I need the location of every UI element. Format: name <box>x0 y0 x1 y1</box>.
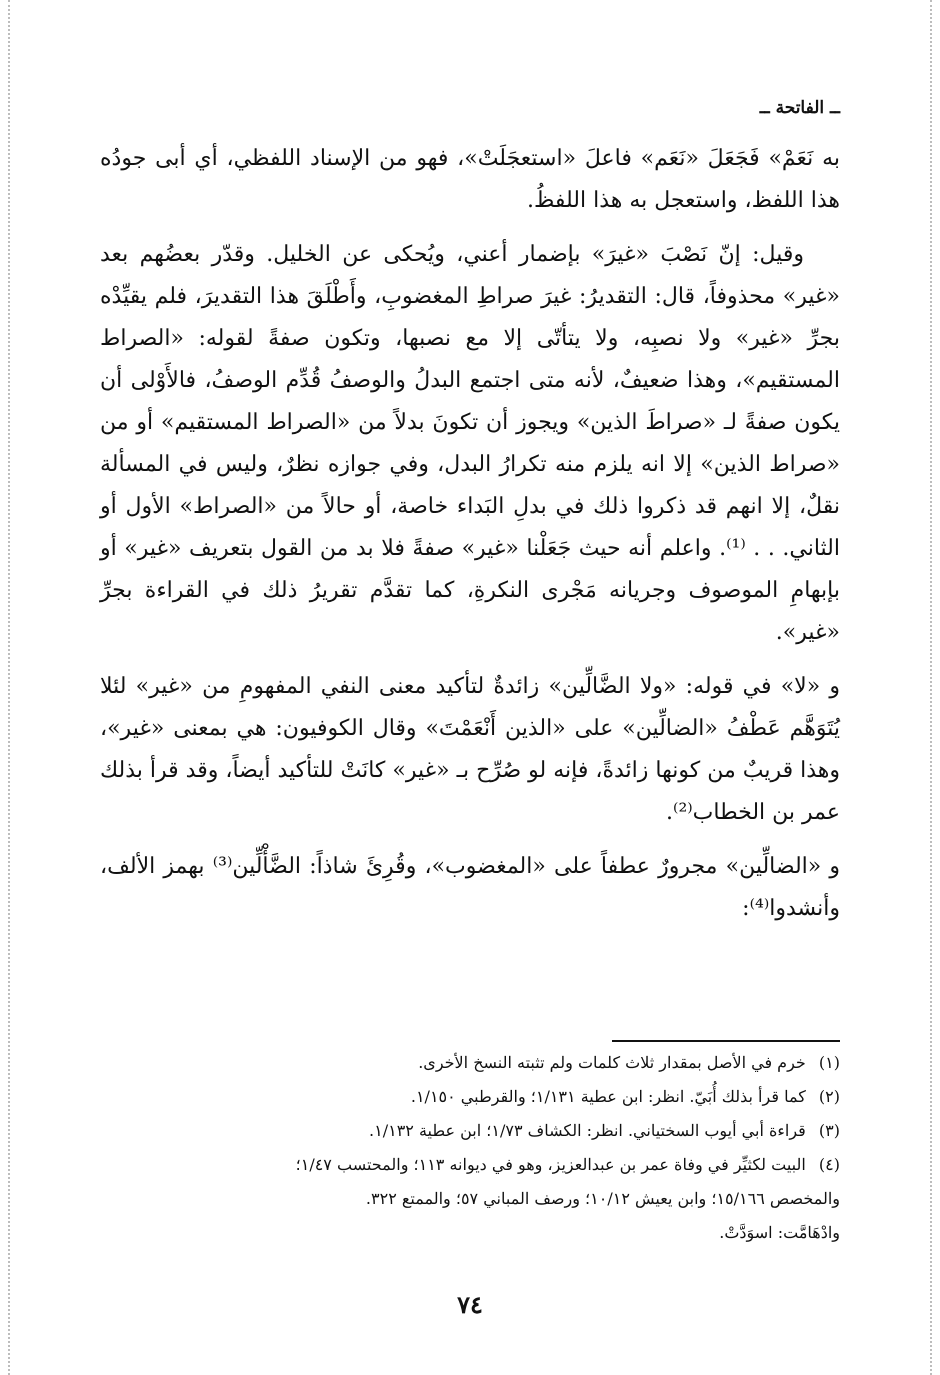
footnotes <box>100 1046 840 1250</box>
footnote-text: كما قرأ بذلك أُبَيّ. انظر: ابن عطية ١/١٣١؛ والقرطبي ١/١٥٠. <box>410 1087 806 1106</box>
paragraph-3: و «لا» في قوله: «ولا الضَّالِّين» زائدةٌ لتأكيد معنى النفي المفهومِ من «غير» لئلا يُتَوَهَّم عَطْفُ «الضالِّين» على «الذين أَنْعَمْتَ» وقال الكوفيون: هي بمعنى «غير»، وهذا قريبٌ من كونها زائدةً، فإنه لو صُرِّح بـ «غير» كانَتْ للتأكيد أيضاً، وقد قرأ بذلك عمر بن الخطاب⁽²⁾. <box>100 674 840 825</box>
running-head: ــ الفاتحة ــ <box>759 98 840 118</box>
footnote-2 <box>100 1080 840 1114</box>
footnote-text: البيت لكثيِّر في وفاة عمر بن عبدالعزيز، وهو في ديوانه ١١٣؛ والمحتسب ١/٤٧؛ <box>295 1155 806 1174</box>
footnote-number: (١) <box>818 1053 840 1072</box>
paragraph-2: وقيل: إنّ نَصْبَ «غيرَ» بإضمار أعني، ويُحكى عن الخليل. وقدّر بعضُهم بعد «غير» محذوفاً، قال: التقديرُ: غيرَ صراطِ المغضوبِ، وأَطْلَقَ هذا التقديرَ، فلم يقيِّدْه بجرِّ «غير» ولا نصبِه، ولا يتأتّى إلا مع نصبها، وتكون صفةً لقوله: «الصراط المستقيم»، وهذا ضعيفٌ، لأنه متى اجتمع البدلُ والوصفُ قُدِّم الوصفُ، فالأَوْلى أن يكون صفةً لـ «صراطَ الذين» ويجوز أن تكونَ بدلاً من «الصراط المستقيم» أو من «صراط الذين» إلا انه يلزم منه تكرارُ البدل، وفي جوازه نظرٌ، وليس في المسألة نقلٌ، إلا انهم قد ذكروا ذلك في بدلِ البَداء خاصة، أو حالاً من «الصراط» الأول أو الثاني. . . ⁽¹⁾. واعلم أنه حيث جَعَلْنا «غير» صفةً فلا بد من القول بتعريف «غير» أو بإبهامِ الموصوف وجريانه مَجْرى النكرةِ، كما تقدَّم تقريرُ ذلك في القراءة بجرِّ «غير». <box>100 242 840 645</box>
main-text <box>100 138 840 942</box>
page-number: ٧٤ <box>457 1290 483 1319</box>
footnote-4-continuation-2: وادْهَامَّت: اسوَدَّتْ. <box>719 1223 840 1242</box>
footnote-separator <box>612 1040 840 1042</box>
footnote-4 <box>100 1148 840 1182</box>
footnote-number: (٤) <box>818 1155 840 1174</box>
footnote-3 <box>100 1114 840 1148</box>
book-page <box>100 0 840 1375</box>
footnote-text: خرم في الأصل بمقدار ثلاث كلمات ولم تثبته النسخ الأخرى. <box>418 1053 806 1072</box>
paragraph-1: به نَعَمْ» فَجَعَلَ «نَعَم» فاعلَ «استعجَلَتْ»، فهو من الإسناد اللفظي، أي أبى جودُه هذا اللفظ، واستعجل به هذا اللفظُ. <box>100 146 840 213</box>
footnote-1 <box>100 1046 840 1080</box>
footnote-4-continuation-1: والمخصص ١٥/١٦٦؛ وابن يعيش ١٠/١٢؛ ورصف المباني ٥٧؛ والممتع ٣٢٢. <box>365 1189 840 1208</box>
footnote-text: قراءة أبي أيوب السختياني. انظر: الكشاف ١/٧٣؛ ابن عطية ١/١٣٢. <box>369 1121 806 1140</box>
scan-edge-right <box>930 0 932 1375</box>
scan-edge-left <box>8 0 10 1375</box>
footnote-number: (٢) <box>818 1087 840 1106</box>
footnote-number: (٣) <box>818 1121 840 1140</box>
paragraph-4: و «الضالِّين» مجرورٌ عطفاً على «المغضوب»، وقُرِئَ شاذاً: الضَّأْلِّين⁽³⁾ بهمز الألف، وأنشدوا⁽⁴⁾: <box>100 854 841 921</box>
